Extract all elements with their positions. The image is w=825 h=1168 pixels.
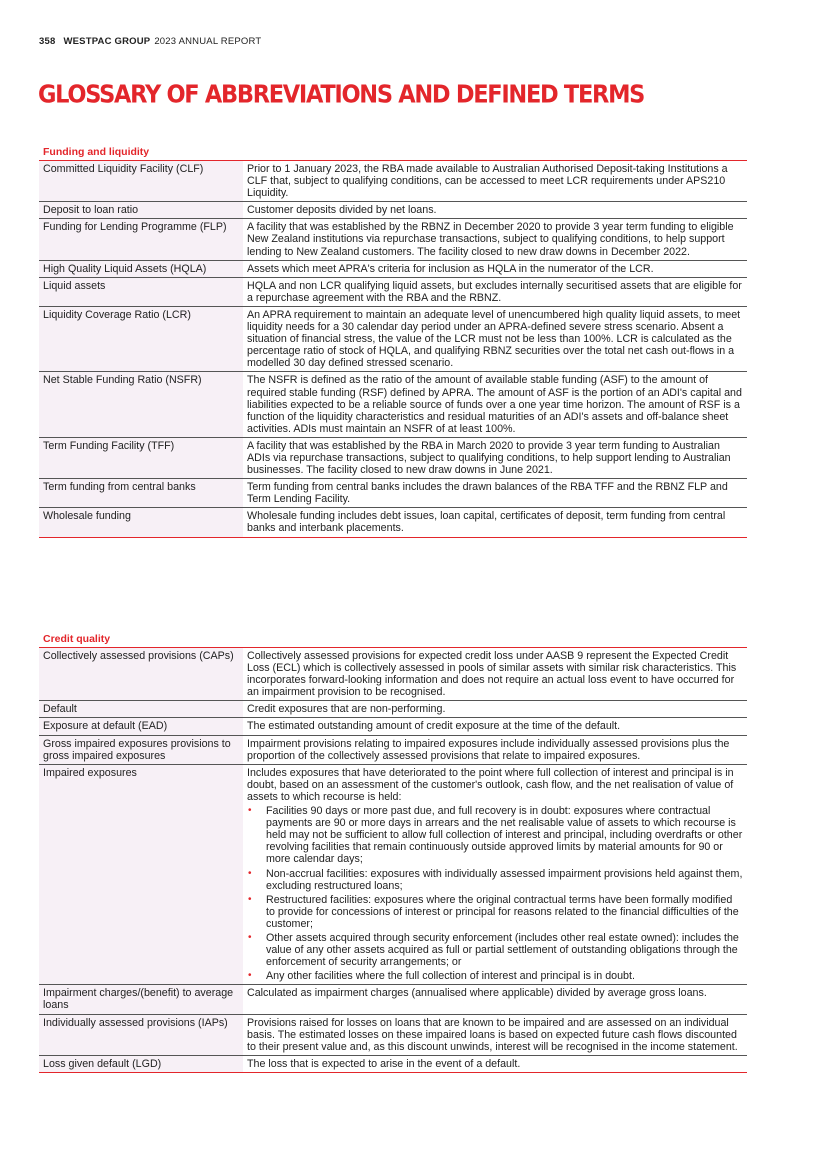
- term: Term Funding Facility (TFF): [39, 437, 243, 478]
- term: Impairment charges/(benefit) to average loans: [39, 985, 243, 1014]
- term: Collectively assessed provisions (CAPs): [39, 648, 243, 701]
- term: Deposit to loan ratio: [39, 202, 243, 219]
- definition: An APRA requirement to maintain an adequate level of unencumbered high quality liquid assets, to meet liquidity needs for a 30 calendar day period under an APRA-defined severe stress scenario. Absent a situation of financial stress, the value of the LCR must not be less than 100%. LCR is calculated as the percentage ratio of stock of HQLA, and qualifying RBNZ securities over the total net cash out-flows in a modelled 30 day defined stressed scenario.: [243, 306, 747, 371]
- report-name: 2023 ANNUAL REPORT: [154, 36, 262, 47]
- term: Wholesale funding: [39, 508, 243, 537]
- table-row: [39, 437, 747, 478]
- definition: The NSFR is defined as the ratio of the amount of available stable funding (ASF) to the amount of required stable funding (RSF) defined by APRA. The amount of ASF is the portion of an ADI's capital and liabilities expected to be a reliable source of funds over a one year time horizon. The amount of RSF is a function of the liquidity characteristics and residual maturities of an ADI's assets and off-balance sheet activities. ADIs must maintain an NSFR of at least 100%.: [243, 372, 747, 437]
- definition: Customer deposits divided by net loans.: [243, 202, 747, 219]
- term: Loss given default (LGD): [39, 1055, 243, 1072]
- term: Funding for Lending Programme (FLP): [39, 219, 243, 260]
- definition: The estimated outstanding amount of credit exposure at the time of the default.: [243, 718, 747, 735]
- table-row: [39, 1055, 747, 1072]
- definition: A facility that was established by the RBNZ in December 2020 to provide 3 year term funding to eligible New Zealand institutions via repurchase transactions, subject to qualifying conditions, to help support lending to New Zealand customers. The facility closed to new draw downs in December 2022.: [243, 219, 747, 260]
- table-row: [39, 260, 747, 277]
- table-row: [39, 202, 747, 219]
- definition: A facility that was established by the RBA in March 2020 to provide 3 year term funding to Australian ADIs via repurchase transactions, subject to qualifying conditions, to help support lending to Australian businesses. The facility closed to new draw downs in June 2021.: [243, 437, 747, 478]
- table-row: [39, 718, 747, 735]
- list-item: • Facilities 90 days or more past due, and full recovery is in doubt: exposures where contractual payments are 90 or more days in arrears and the net realisable value of assets to which recourse is held may not be sufficient to allow full collection of interest and principal, including overdrafts or other revolving facilities that remain continuously outside approved limits by material amounts for 90 or more calendar days;: [247, 805, 744, 865]
- term: Liquid assets: [39, 277, 243, 306]
- definition: Wholesale funding includes debt issues, loan capital, certificates of deposit, term funding from central banks and interbank placements.: [243, 508, 747, 537]
- definition: Collectively assessed provisions for expected credit loss under AASB 9 represent the Expected Credit Loss (ECL) which is collectively assessed in pools of similar assets with similar risk characteristics. This incorporates forward-looking information and does not require an actual loss event to have occurred for an impairment provision to be recognised.: [247, 650, 737, 699]
- definition: Prior to 1 January 2023, the RBA made available to Australian Authorised Deposit-taking Institutions a CLF that, subject to qualifying conditions, can be accessed to meet LCR requirements under APS210 Liquidity.: [247, 163, 728, 200]
- section-title-funding: Funding and liquidity: [43, 146, 150, 158]
- page-number: 358: [39, 36, 56, 47]
- term: Gross impaired exposures provisions to gross impaired exposures: [39, 735, 243, 764]
- definition: Includes exposures that have deteriorated to the point where full collection of interest and principal is in doubt, based on an assessment of the customer's outlook, cash flow, and the net realisation of value of assets to which recourse is held:: [247, 766, 734, 803]
- definition: Impairment provisions relating to impaired exposures include individually assessed provisions plus the proportion of the collectively assessed provisions that relate to impaired exposures.: [243, 735, 747, 764]
- page-title: GLOSSARY OF ABBREVIATIONS AND DEFINED TERMS: [38, 80, 645, 110]
- term: Liquidity Coverage Ratio (LCR): [39, 306, 243, 371]
- definition: Term funding from central banks includes the drawn balances of the RBA TFF and the RBNZ FLP and Term Lending Facility.: [243, 479, 747, 508]
- page-header: [39, 36, 261, 47]
- term: Exposure at default (EAD): [39, 718, 243, 735]
- section-title-credit: Credit quality: [43, 633, 111, 645]
- term: Net Stable Funding Ratio (NSFR): [39, 372, 243, 437]
- table-row: [39, 219, 747, 260]
- table-row: [39, 648, 747, 701]
- table-row: [39, 764, 747, 985]
- list-item: • Other assets acquired through security enforcement (includes other real estate owned): includes the value of any other assets acquired as full or partial settlement of outstanding obligations through the enforcement of security arrangements; or: [247, 932, 744, 968]
- table-row: [39, 985, 747, 1014]
- term: Committed Liquidity Facility (CLF): [39, 161, 243, 202]
- table-row: [39, 277, 747, 306]
- credit-quality-section: [39, 633, 747, 1073]
- table-row: [39, 1014, 747, 1055]
- credit-glossary-table: [39, 647, 747, 1073]
- impaired-exposures-list: [247, 805, 744, 982]
- table-row: [39, 306, 747, 371]
- definition: Assets which meet APRA's criteria for inclusion as HQLA in the numerator of the LCR.: [243, 260, 747, 277]
- company-name: WESTPAC GROUP: [63, 36, 151, 47]
- list-item: • Any other facilities where the full collection of interest and principal is in doubt.: [247, 970, 744, 982]
- term: High Quality Liquid Assets (HQLA): [39, 260, 243, 277]
- list-item: • Non-accrual facilities: exposures with individually assessed impairment provisions held against them, excluding restructured loans;: [247, 868, 744, 892]
- table-row: [39, 479, 747, 508]
- definition: The loss that is expected to arise in the event of a default.: [243, 1055, 747, 1072]
- table-row: [39, 508, 747, 537]
- list-item: • Restructured facilities: exposures where the original contractual terms have been formally modified to provide for concessions of interest or principal for reasons related to the financial difficulties of the customer;: [247, 894, 744, 930]
- definition: Credit exposures that are non-performing.: [243, 701, 747, 718]
- funding-liquidity-section: [39, 146, 747, 538]
- term: Term funding from central banks: [39, 479, 243, 508]
- term: Individually assessed provisions (IAPs): [39, 1014, 243, 1055]
- definition: HQLA and non LCR qualifying liquid assets, but excludes internally securitised assets that are eligible for a repurchase agreement with the RBA and the RBNZ.: [243, 277, 747, 306]
- table-row: [39, 701, 747, 718]
- table-row: [39, 161, 747, 202]
- table-row: [39, 372, 747, 437]
- definition-impaired-exposures: [243, 764, 747, 985]
- term: Default: [39, 701, 243, 718]
- table-row: [39, 735, 747, 764]
- term: Impaired exposures: [39, 764, 243, 985]
- funding-glossary-table: [39, 160, 747, 538]
- definition: Provisions raised for losses on loans that are known to be impaired and are assessed on an individual basis. The estimated losses on these impaired loans is based on expected future cash flows discounted to their present value and, as this discount unwinds, interest will be recognised in the income statement.: [243, 1014, 747, 1055]
- definition: Calculated as impairment charges (annualised where applicable) divided by average gross loans.: [243, 985, 747, 1014]
